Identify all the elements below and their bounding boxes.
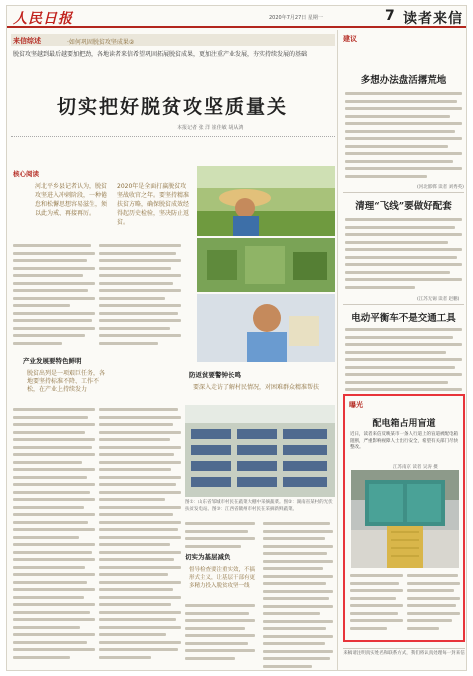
kicker-bar — [11, 34, 335, 46]
core-reading-right: 2020年是全面打赢脱贫攻坚战收官之年。要坚持精准扶贫方略，确保脱贫成效经得起历史检验，坚决防止返贫。 — [117, 183, 190, 226]
body-column-7 — [185, 604, 255, 664]
exposure-title: 配电箱占用盲道 — [372, 419, 436, 429]
body-column-5 — [185, 522, 255, 552]
divider — [11, 136, 335, 137]
section2-heading: 防返贫要警钟长鸣 — [189, 371, 241, 379]
issue-date: 2020年7月27日 星期一 — [269, 15, 323, 21]
letter3-body — [345, 328, 462, 403]
article-byline: 本报记者 张 洋 崔佳敏 胡从鸿 — [177, 125, 244, 131]
divider — [343, 192, 464, 193]
newspaper-logo: 人民日报 — [13, 11, 73, 27]
section2-subhead: 要深入走访了解村民情况，对困难群众精准帮扶 — [193, 384, 320, 391]
letter1-author: (河北邯郸 读者 刘秀英) — [417, 185, 464, 190]
section1-heading: 产业发展要特色鲜明 — [23, 357, 82, 365]
exposure-lead: 近日，读者来信反映某市一条人行道上的盲道被配电箱阻断，严重影响视障人士出行安全，希望有关部门尽快整改。 — [350, 432, 458, 450]
letter1-body — [345, 92, 462, 182]
exposure-body-col-2 — [407, 574, 460, 634]
body-column-4 — [99, 408, 181, 663]
body-column-1 — [13, 244, 95, 349]
letter2-title: 清理“飞线”要做好配套 — [355, 201, 452, 212]
article-headline: 切实把好脱贫攻坚质量关 — [56, 96, 288, 118]
body-column-3 — [13, 408, 95, 663]
body-column-6 — [263, 522, 333, 671]
feature-article — [7, 30, 338, 671]
exposure-tag: 曝光 — [349, 401, 363, 409]
exposure-box — [343, 394, 465, 642]
letter1-title: 多想办法盘活撂荒地 — [360, 75, 447, 86]
solar-field-image — [185, 405, 335, 497]
suggestion-tag: 建议 — [343, 35, 357, 43]
masthead — [7, 6, 467, 28]
exposure-photo — [351, 470, 459, 568]
letter2-author: (江苏无锡 读者 赵鹏) — [417, 297, 460, 302]
electric-box-blind-path-image — [351, 470, 459, 568]
core-reading-left: 河北平乡县记者认为，脱贫攻坚进入冲刺阶段，一种倦怠和松懈思想容易滋生，须以此为戒、再接再厉。 — [35, 183, 108, 217]
pull-quote-heading: 切实为基层减负 — [185, 553, 231, 561]
body-column-2 — [99, 244, 181, 349]
kicker-text: ·如何巩固脱贫攻坚成果② — [67, 39, 135, 46]
photo-caption: 图①：山东省邹城市村民在蔬菜大棚中采摘蔬菜。图②：湖南省某村的光伏扶贫发电站。图③：江西省赣州市村民在采摘新鲜蔬菜。 — [185, 500, 333, 512]
divider — [343, 304, 464, 305]
feature-photo-collage — [197, 166, 335, 362]
kicker-tag: 来信综述 — [13, 37, 41, 45]
letter3-title: 电动平衡车不是交通工具 — [351, 313, 456, 324]
exposure-body-col-1 — [350, 574, 403, 634]
farm-photo-image — [197, 166, 335, 362]
article-intro: 脱贫攻坚越到最后越要加把劲，各地读者来信希望巩固拓展脱贫成果，更加注重产业发展，夯实持续发展的基础 — [13, 51, 308, 58]
newspaper-page — [6, 5, 467, 671]
exposure-credit: 江苏南京 读者 吴涛 摄 — [393, 465, 438, 470]
solar-photo — [185, 405, 335, 497]
section1-subhead: 脱贫出列是一项艰巨任务，各地要坚持标准不降、工作不松，在产业上持续发力 — [27, 370, 106, 393]
page-section-name: 读者来信 — [403, 11, 463, 27]
page-footer-note: 来稿请注明真实姓名和联系方式，我们将认真处理每一封来信 — [343, 648, 465, 658]
page-number: 7 — [385, 8, 395, 24]
letter2-body — [345, 218, 462, 293]
core-reading-tag: 核心阅读 — [13, 170, 39, 178]
pull-quote-text: 督导检查要注重实效，不搞形式主义，让基层干部有更多精力投入脱贫攻坚一线 — [189, 567, 256, 589]
